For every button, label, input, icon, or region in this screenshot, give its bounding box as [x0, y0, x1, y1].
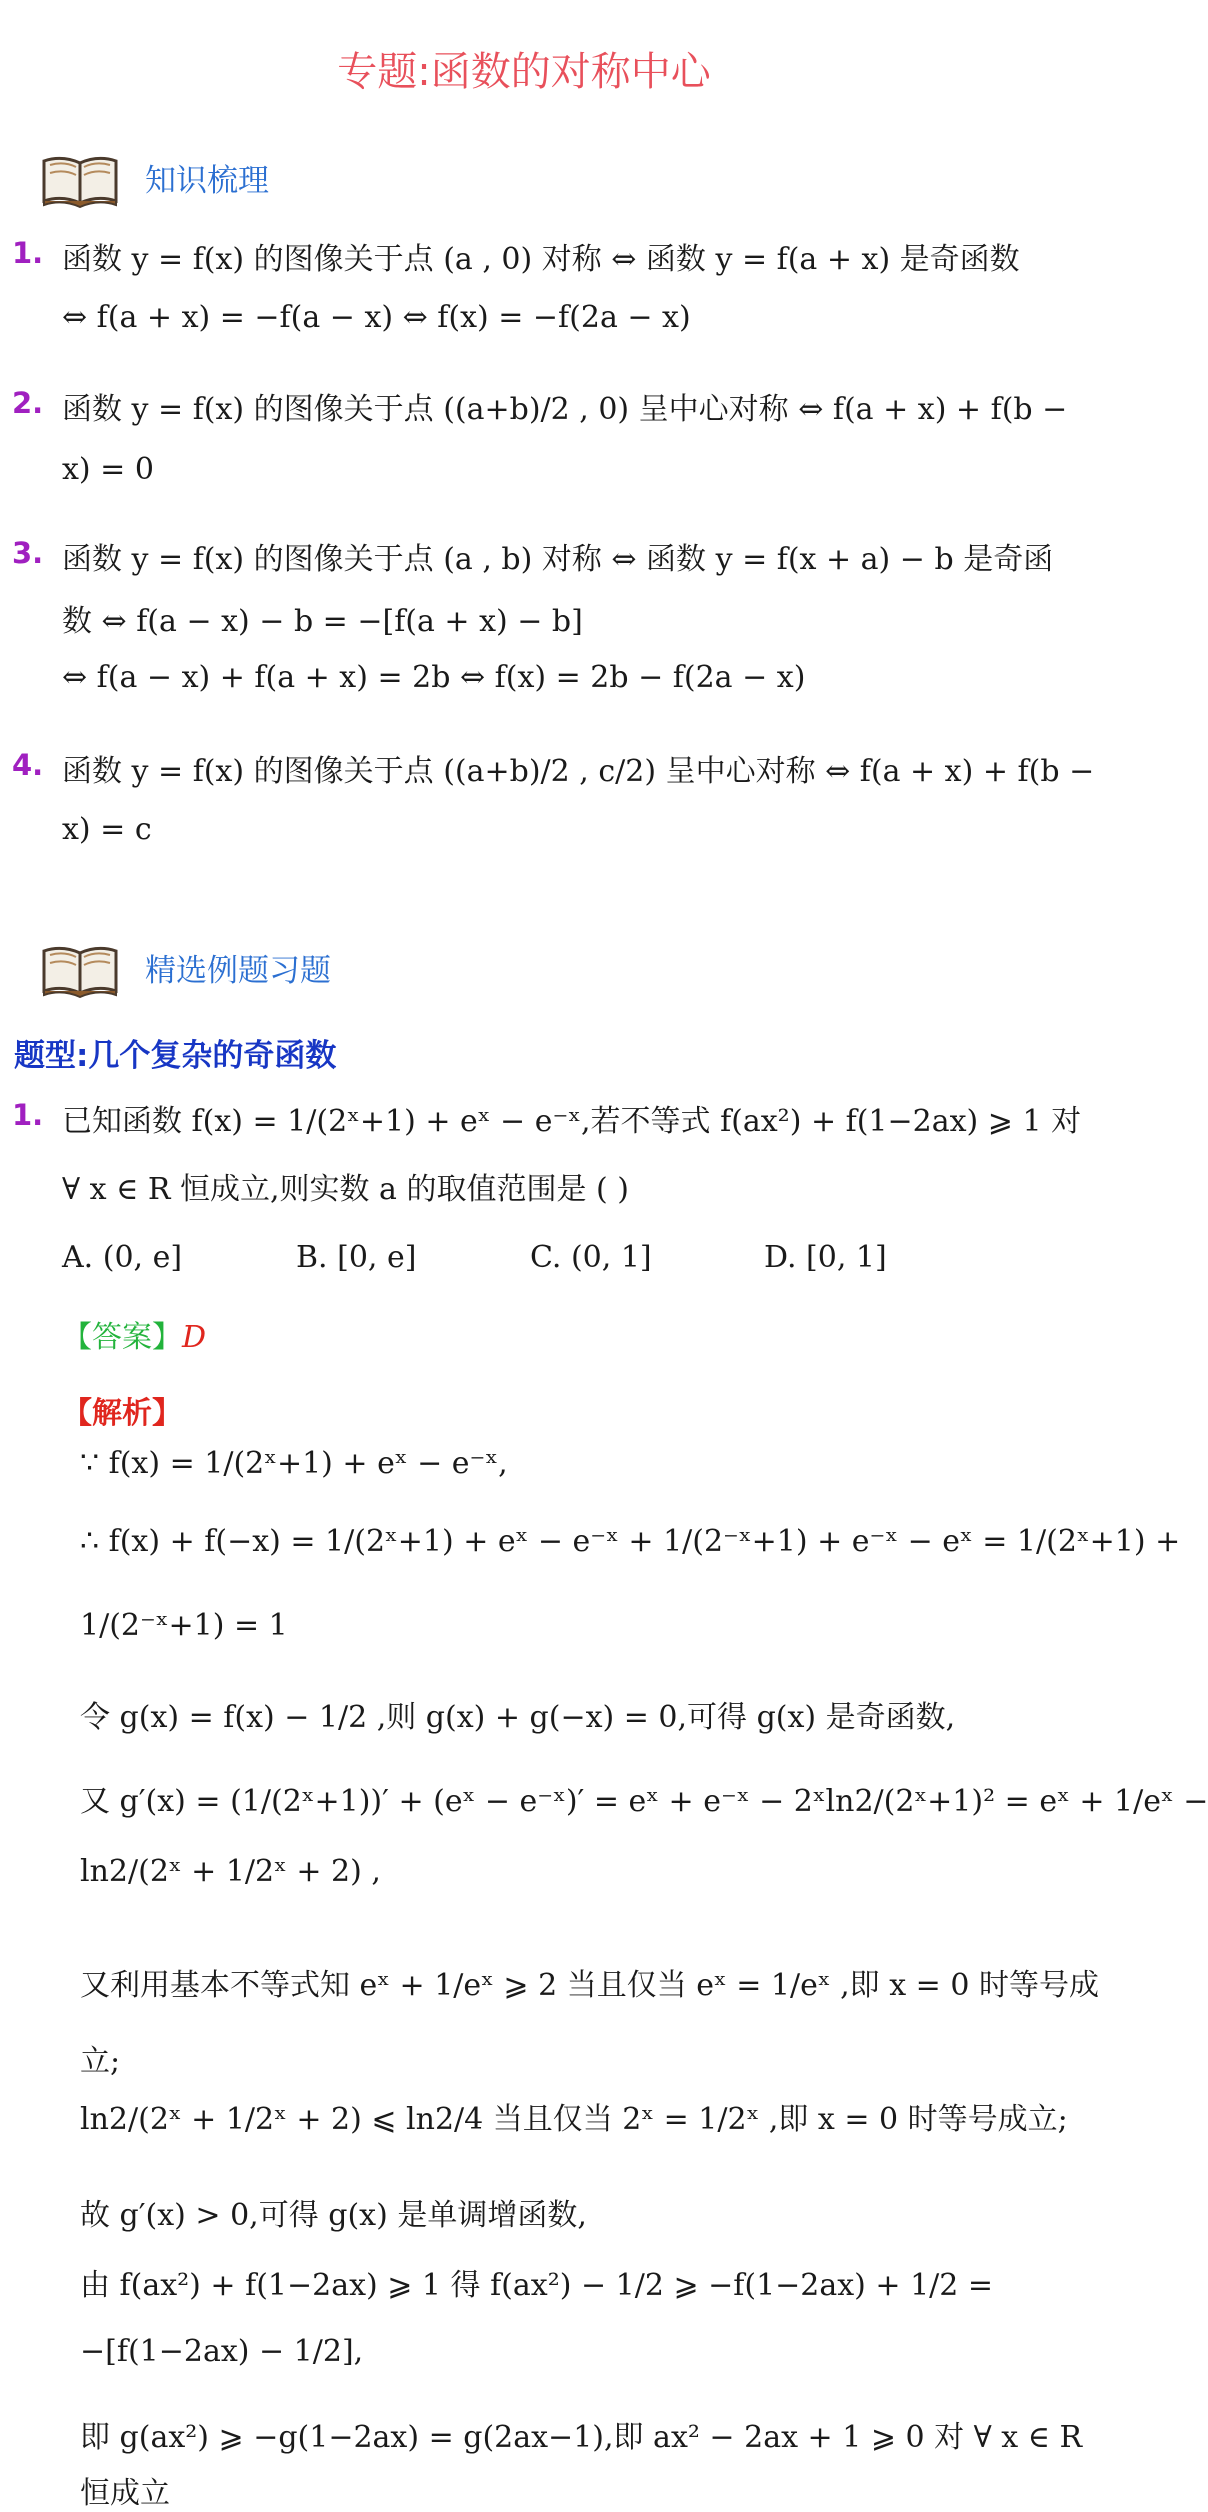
- analysis-line: 由 f(ax²) + f(1−2ax) ⩾ 1 得 f(ax²) − 1/2 ⩾ −f(1−2ax) + 1/2 =: [80, 2268, 994, 2303]
- knowledge-item-number: 4.: [12, 748, 44, 782]
- analysis-line: 即 g(ax²) ⩾ −g(1−2ax) = g(2ax−1),即 ax² − 2ax + 1 ⩾ 0 对 ∀ x ∈ R: [80, 2420, 1083, 2455]
- option-d: D. [0, 1]: [764, 1240, 887, 1275]
- knowledge-item-number: 1.: [12, 236, 44, 270]
- analysis-line: 又利用基本不等式知 eˣ + 1/eˣ ⩾ 2 当且仅当 eˣ = 1/eˣ ,即 x = 0 时等号成: [80, 1968, 1099, 2003]
- analysis-line: 又 g′(x) = (1/(2ˣ+1))′ + (eˣ − e⁻ˣ)′ = eˣ + e⁻ˣ − 2ˣln2/(2ˣ+1)² = eˣ + 1/eˣ −: [80, 1784, 1208, 1819]
- option-b: B. [0, e]: [296, 1240, 417, 1275]
- answer-value: D: [182, 1320, 207, 1355]
- knowledge-item-text: 函数 y = f(x) 的图像关于点 ((a+b)/2 , 0) 呈中心对称 ⇔ f(a + x) + f(b −: [62, 392, 1068, 427]
- analysis-line: 令 g(x) = f(x) − 1/2 ,则 g(x) + g(−x) = 0,可得 g(x) 是奇函数,: [80, 1700, 956, 1735]
- section-header-knowledge: [40, 142, 269, 212]
- answer-label: 【答案】: [62, 1320, 182, 1355]
- problem-number: 1.: [12, 1098, 44, 1132]
- analysis-line: 1/(2⁻ˣ+1) = 1: [80, 1608, 288, 1643]
- knowledge-item-number: 2.: [12, 386, 44, 420]
- knowledge-item-text: x) = 0: [62, 452, 154, 487]
- topic-heading: 题型:几个复杂的奇函数: [14, 1038, 337, 1074]
- knowledge-item-text: 函数 y = f(x) 的图像关于点 ((a+b)/2 , c/2) 呈中心对称 ⇔ f(a + x) + f(b −: [62, 754, 1095, 789]
- answer-row: [62, 1312, 206, 1356]
- page-title: 专题:函数的对称中心: [337, 49, 711, 95]
- knowledge-item-text: 函数 y = f(x) 的图像关于点 (a , 0) 对称 ⇔ 函数 y = f(a + x) 是奇函数: [62, 242, 1020, 277]
- option-a: A. (0, e]: [62, 1240, 183, 1275]
- analysis-line: 恒成立: [80, 2476, 170, 2511]
- book-icon: [40, 147, 120, 207]
- knowledge-item-text: ⇔ f(a + x) = −f(a − x) ⇔ f(x) = −f(2a − x): [62, 300, 691, 335]
- knowledge-item-text: ⇔ f(a − x) + f(a + x) = 2b ⇔ f(x) = 2b − f(2a − x): [62, 660, 806, 695]
- section-label-knowledge: 知识梳理: [145, 162, 269, 199]
- analysis-line: −[f(1−2ax) − 1/2],: [80, 2334, 364, 2369]
- book-icon: [40, 937, 120, 997]
- section-label-examples: 精选例题习题: [145, 952, 331, 989]
- option-c: C. (0, 1]: [530, 1240, 652, 1275]
- section-header-examples: [40, 932, 331, 1002]
- problem-text: 已知函数 f(x) = 1/(2ˣ+1) + eˣ − e⁻ˣ,若不等式 f(ax²) + f(1−2ax) ⩾ 1 对: [62, 1104, 1082, 1139]
- analysis-line: 故 g′(x) > 0,可得 g(x) 是单调增函数,: [80, 2198, 587, 2233]
- problem-text: ∀ x ∈ R 恒成立,则实数 a 的取值范围是 ( ): [62, 1172, 629, 1207]
- analysis-label: 【解析】: [62, 1396, 182, 1431]
- analysis-line: 立;: [80, 2044, 121, 2079]
- knowledge-item-text: 函数 y = f(x) 的图像关于点 (a , b) 对称 ⇔ 函数 y = f(x + a) − b 是奇函: [62, 542, 1054, 577]
- knowledge-item-text: x) = c: [62, 812, 152, 847]
- knowledge-item-text: 数 ⇔ f(a − x) − b = −[f(a + x) − b]: [62, 604, 583, 639]
- analysis-line: ln2/(2ˣ + 1/2ˣ + 2) ⩽ ln2/4 当且仅当 2ˣ = 1/2ˣ ,即 x = 0 时等号成立;: [80, 2102, 1068, 2137]
- analysis-line: ln2/(2ˣ + 1/2ˣ + 2) ,: [80, 1854, 381, 1889]
- knowledge-item-number: 3.: [12, 536, 44, 570]
- analysis-line: ∴ f(x) + f(−x) = 1/(2ˣ+1) + eˣ − e⁻ˣ + 1/(2⁻ˣ+1) + e⁻ˣ − eˣ = 1/(2ˣ+1) +: [80, 1524, 1181, 1559]
- analysis-line: ∵ f(x) = 1/(2ˣ+1) + eˣ − e⁻ˣ,: [80, 1446, 508, 1481]
